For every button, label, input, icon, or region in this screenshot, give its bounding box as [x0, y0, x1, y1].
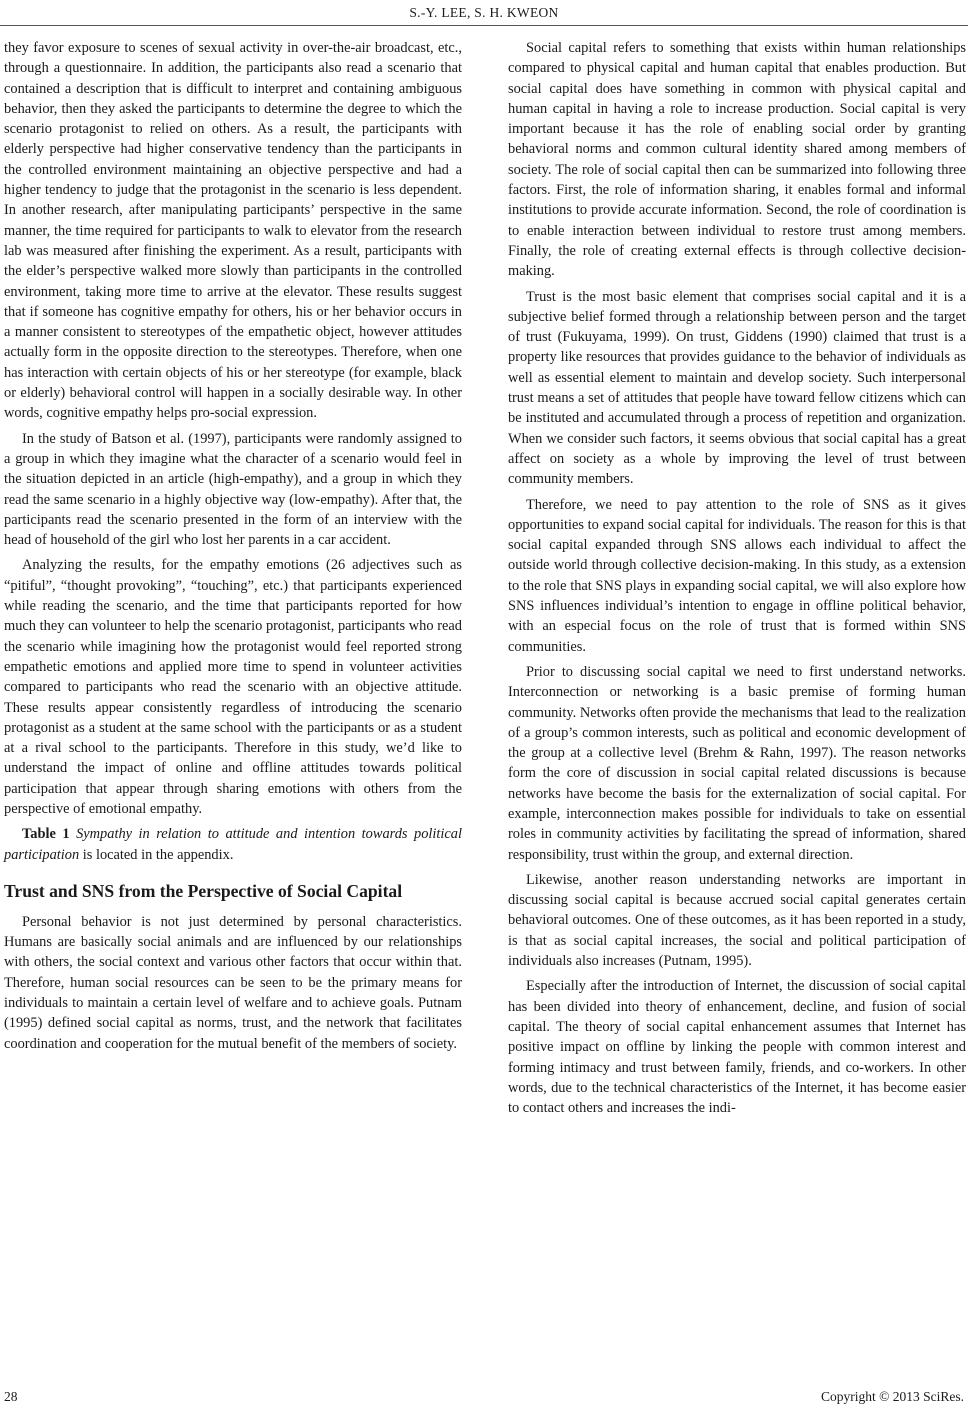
paragraph: Likewise, another reason understanding networks are important in discussing social capital is because accrued social capital generates certain behavioral outcomes. One of these outcomes, as it has been reported in a study, is that as social capital increases, the social and political participation of individuals also increases (Putnam, 1995).	[508, 871, 966, 970]
paragraph: In the study of Batson et al. (1997), participants were randomly assigned to a group in which they imagine what the character of a scenario would feel in the situation depicted in an article (high-empathy), and a group in which they read the same scenario in a highly objective way (low-empathy). After that, the participants read the scenario presented in the form of an interview with the head of household of the girl who lost her parents in a car accident.	[4, 430, 462, 549]
right-column	[508, 38, 966, 1123]
paragraph: Personal behavior is not just determined by personal characteristics. Humans are basically social animals and are influenced by our relationships with others, the social context and various other factors that occur within that. Therefore, human social resources can be seen to be the primary means for individuals to maintain a certain level of welfare and to achieve goals. Putnam (1995) defined social capital as norms, trust, and the network that facilitates coordination and cooperation for the mutual benefit of the members of society.	[4, 913, 462, 1052]
header-rule	[0, 25, 968, 26]
paragraph: Therefore, we need to pay attention to the role of SNS as it gives opportunities to expand social capital for individuals. The reason for this is that social capital expanded through SNS allows each individual to affect the outside world through collective decision-making. In this study, as a extension to the role that SNS plays in expanding social capital, we will also explore how SNS influences individual’s intention to engage in offline political behavior, with an especial focus on the role of trust that is formed within SNS communities.	[508, 496, 966, 655]
left-column	[4, 38, 462, 1059]
paragraph: they favor exposure to scenes of sexual activity in over-the-air broadcast, etc., through a questionnaire. In addition, the participants also read a scenario that contained a description that is difficult to interpret and containing ambiguous behavior, then they asked the participants to determine the degree to which the scenario protagonist to relied on others. As a result, the participants with elderly perspective had higher conservative tendency than the participants in the controlled environment maintaining an objective perspective and had a higher tendency to judge that the protagonist in the scenario is less dependent. In another research, after manipulating participants’ perspective in the same manner, the time required for participants to walk to elevator from the research lab was measured after finishing the experiment. As a result, participants with the elder’s perspective walked more slowly than participants in the controlled environment, taking more time to arrive at the elevator. These results suggest that if someone has cognitive empathy for others, his or her behavior occurs in a manner consistent to stereotypes of the empathetic object, however attitudes actually form in the opposite direction to the stereotypes. Therefore, when one has interaction with certain objects of his or her stereotype (for example, black or elderly) behavioral control will happen in a socially desirable way. In other words, cognitive empathy helps pro-social expression.	[4, 40, 462, 422]
section-heading: Trust and SNS from the Perspective of Social Capital	[4, 880, 403, 901]
table-label: Table 1	[22, 826, 70, 843]
paragraph: Trust is the most basic element that comprises social capital and it is a subjective belief formed through a relationship between person and the target of trust (Fukuyama, 1999). On trust, Giddens (1990) claimed that trust is a property like resources that provides guidance to the behavior of individuals as well as essential element to maintain and develop society. Such interpersonal trust means a set of attitudes that people have toward fellow citizens which can be instituted and accumulated through a process of repetition and organization. When we consider such factors, it seems obvious that social capital has a great affect on society as a whole by improving the level of trust between community members.	[508, 288, 966, 488]
table-caption: Sympathy in relation to attitude and intention towards political participation	[4, 826, 462, 863]
copyright-notice: Copyright © 2013 SciRes.	[820, 1389, 964, 1404]
paragraph: Social capital refers to something that exists within human relationships compared to physical capital and human capital that enables production. But social capital does have something in common with physical capital and human capital in having a role to increase production. Social capital is very important because it has the role of enabling social order by granting behavioral norms and common cultural identity shared among members of society. The role of social capital then can be summarized into following three factors. First, the role of information sharing, it enables formal and informal institutions to provide accurate information. Second, the role of coordination is to enable interaction between individual to restore trust among members. Finally, the role of creating external effects is through collective decision-making.	[508, 40, 966, 280]
table-reference-tail: is located in the appendix.	[79, 846, 234, 863]
paragraph: Especially after the introduction of Internet, the discussion of social capital has been divided into theory of enhancement, decline, and fusion of social capital. The theory of social capital enhancement assumes that Internet has positive impact on offline by linking the people with common interest and forming intimacy and trust between family, friends, and co-workers. In other words, due to the technical characteristics of the Internet, it has become easier to contact others and increases the indi-	[508, 978, 966, 1117]
page-number: 28	[4, 1389, 18, 1404]
running-head: S.-Y. LEE, S. H. KWEON	[409, 5, 559, 20]
table-reference	[4, 824, 462, 865]
paragraph: Prior to discussing social capital we need to first understand networks. Interconnection or networking is a basic premise of forming human community. Networks often provide the mechanisms that lead to the realization of a group’s common interests, such as political and economic development of the group at a collective level (Brehm & Rahn, 1997). The reason networks form the core of discussion in social capital related discussions is because networks have become the basis for the externalization of social capital. For example, interconnection makes possible for individuals to take on essential roles in community activities by facilitating the spread of information, shared responsibility, trust within the group, and external direction.	[508, 663, 966, 863]
paragraph: Analyzing the results, for the empathy emotions (26 adjectives such as “pitiful”, “thought provoking”, “touching”, etc.) that participants experienced while reading the scenario, and the time that participants reported for how much they can volunteer to help the scenario protagonist, participants who read the scenario while imagining how the protagonist would feel reported strong empathetic emotions and applied more time to spend in volunteer activities compared to participants who read the scenario with an objective attitude. These results appear consistently regardless of introducing the scenario protagonist as a student at the same school with the participants or as a student at a rival school to the participants. Therefore in this study, we’d like to understand the impact of online and offline attitudes towards political participation that appear through sharing emotions with others from the perspective of emotional empathy.	[4, 557, 462, 817]
